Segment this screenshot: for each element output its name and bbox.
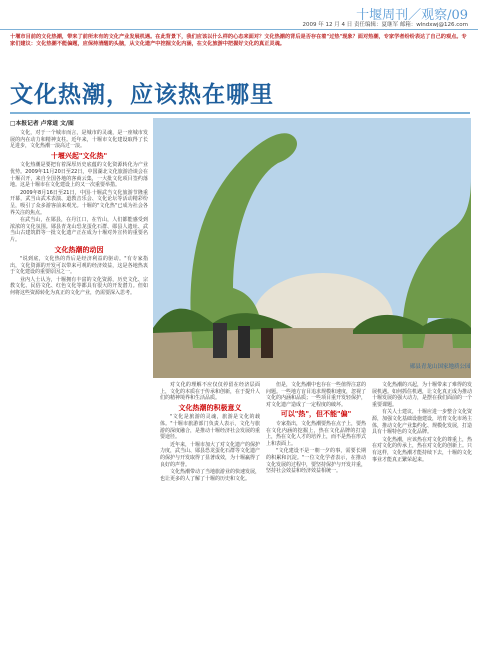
paragraph: 文化，对于一个城市而言，是城市的灵魂，是一座城市发展的内在动力和精神支柱。近年来，十堰市文化建设取得了长足进步，文化热潮一浪高过一浪。 (10, 130, 148, 150)
paragraph: 但是，文化热潮中也存在一些值得注意的问题。一些地方盲目追求规模和速度，忽视了文化的内涵和品质；一些项目重开发轻保护，对文化遗产造成了一定程度的破坏。 (266, 382, 367, 408)
paragraph: 专家指出，文化热潮要热在点子上，要热在文化内涵的挖掘上，热在文化品牌的打造上，热在文化人才的培养上，而不是热在形式上和表面上。 (266, 420, 367, 447)
paragraph: "文化建设不是一朝一夕的事，需要长期的积累和沉淀。"一位文化学者表示，在推动文化发展的过程中，要坚持保护与开发并重，坚持社会效益和经济效益相统一。 (266, 448, 367, 475)
paragraph: 文化热潮带动了当地旅游业的快速发展，也让更多的人了解了十堰的历史和文化。 (160, 469, 261, 482)
paragraph: "说到底，文化热的背后是经济利益的驱动。"有专家指出，文化资源的开发可以带来可观的经济效益，这是各地热衷于文化建设的重要原因之一。 (10, 256, 148, 276)
paragraph: 对文化的理解不应仅仅停留在经济层面上，文化的本质在于传承和创新，在于提升人们的精神境界和生活品质。 (160, 382, 261, 402)
paragraph: 2009年8月16日至21日，中国·十堰武当文化旅游节隆重开幕，武当山武术表演、道教音乐会、文化论坛等活动精彩纷呈，吸引了众多游客前来观光。十堰的"文化热"已成为社会各界关注的焦点。 (10, 189, 148, 216)
paragraph: 业内人士认为，十堰拥有丰富的文化资源，历史文化、宗教文化、民俗文化、红色文化等都具有很大的开发潜力。但如何将这些资源转化为真正的文化产业，仍需要深入思考。 (10, 276, 148, 297)
paragraph: 文化热潮的兴起，为十堰带来了难得的发展机遇。如何抓住机遇，让文化真正成为推动十堰发展的强大动力，是摆在我们面前的一个重要课题。 (372, 382, 473, 408)
page-header (0, 0, 478, 30)
column-3 (266, 382, 366, 476)
title-rule (10, 112, 470, 114)
paragraph: 文化热潮是要把有着深厚历史底蕴的文化资源转化为产业优势。2009年11月20日至22日，中国湖北文化旅游洽谈会在十堰召开，来自全国各地的客商云集，一大批文化项目签约落地。这是十堰市在文化建设上的又一次重要举措。 (10, 162, 148, 189)
section-heading: 文化热潮的动因 (54, 245, 104, 254)
paragraph: 有关人士建议，十堰应进一步整合文化资源，加强文化基础设施建设，培育文化市场主体，推动文化产业集约化、规模化发展，打造具有十堰特色的文化品牌。 (372, 409, 473, 436)
intro-paragraph: 十堰市目前的文化热潮，带来了前所未有的文化产业发展机遇。在此背景下，我们应该以什么样的心态来面对？文化热潮的背后是否存在着"过热"现象？面对热潮，专家学者纷纷表达了自己的观点。专家们建议：文化热潮不能偏题，应保持清醒的头脑，从文化遗产中挖掘文化内涵，在文化旅游中把握好文化的真正灵魂。 (10, 34, 467, 47)
article-headline: 文化热潮，应该热在哪里 (10, 81, 274, 108)
paragraph: 近年来，十堰市加大了对文化遗产的保护力度，武当山、郧县恐龙蛋化石群等文化遗产的保护与开发取得了显著成效，为十堰赢得了良好的声誉。 (160, 441, 261, 468)
byline: □本报记者 卢常道 文/图 (10, 121, 74, 127)
paragraph: "文化是旅游的灵魂，旅游是文化的载体。"十堰市旅游部门负责人表示，文化与旅游的深度融合，是推动十堰经济社会发展的重要途径。 (160, 414, 261, 441)
photo-person-2 (238, 326, 250, 358)
section-page-label: 十堰周刊／观察/09 (356, 8, 468, 23)
column-4 (372, 382, 472, 464)
photo-person-3 (261, 328, 273, 358)
section-heading: 可以"热"，但不能"偏" (280, 410, 352, 419)
paragraph: 在武当山，在郧县，在丹江口，在竹山，人们都能感受到浓浓的文化氛围。郧县青龙山恐龙蛋化石群、郧县人遗址、武当山古建筑群等一批文化遗产正在成为十堰对外宣传的重要名片。 (10, 217, 148, 243)
header-rule (0, 29, 478, 30)
column-2 (160, 382, 260, 483)
section-heading: 文化热潮的积极意义 (178, 403, 242, 412)
paragraph: 文化热潮，应该热在对文化的尊重上，热在对文化的传承上，热在对文化的创新上。只有这样，文化热潮才能持续下去，十堰的文化事业才能真正繁荣起来。 (372, 436, 473, 463)
section-heading: 十堰兴起"文化热" (50, 151, 108, 160)
column-1 (10, 130, 148, 298)
dinosaur-park-photo (153, 118, 471, 378)
photo-caption: 郧县青龙山国家地质公园 (410, 364, 471, 370)
photo-person-1 (213, 323, 227, 358)
header-meta: 2009 年 12 月 4 日 责任编辑：夏继军 邮箱：wlndxwj@126.com (302, 22, 468, 28)
